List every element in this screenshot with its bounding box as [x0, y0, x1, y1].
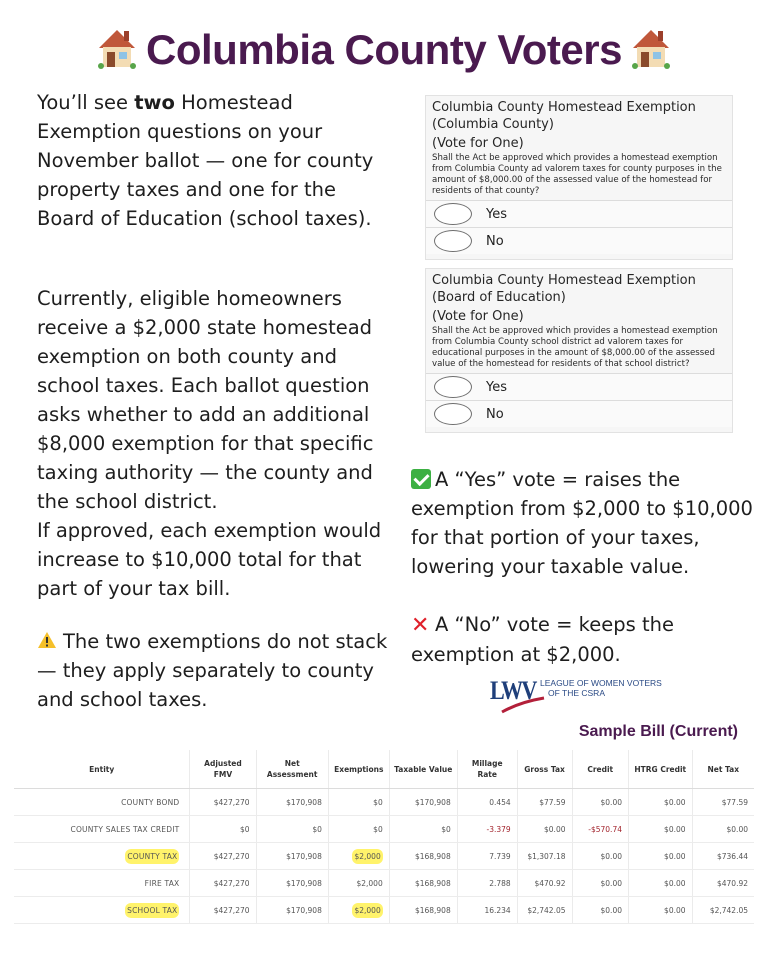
warning-note: [37, 627, 397, 714]
ballot-title: Columbia County Homestead Exemption (Columbia County): [432, 100, 696, 132]
column-header: Gross Tax: [517, 750, 572, 789]
ballot-option-no[interactable]: [426, 400, 732, 427]
column-header: Net Tax: [692, 750, 754, 789]
table-row: [14, 789, 754, 816]
table-cell: $77.59: [692, 789, 754, 816]
intro-bold-text: two: [134, 91, 175, 114]
entity-cell: COUNTY BOND: [14, 789, 190, 816]
page-title: [0, 22, 768, 78]
option-label: Yes: [486, 379, 507, 395]
table-cell: $0.00: [572, 789, 629, 816]
table-cell: $736.44: [692, 843, 754, 870]
table-cell-negative: -3.379: [457, 816, 517, 843]
ballot-option-yes[interactable]: [426, 200, 732, 227]
table-row: [14, 870, 754, 897]
approved-text: If approved, each exemption would increase to $10,000 total for that part of your tax bill.: [37, 519, 382, 600]
table-cell: $77.59: [517, 789, 572, 816]
table-cell: $1,307.18: [517, 843, 572, 870]
column-header: Entity: [14, 750, 190, 789]
entity-cell: [14, 843, 190, 870]
ballot-question-board-of-education: [425, 268, 733, 433]
table-cell: $0.00: [692, 816, 754, 843]
lwv-logo-mark: LWV: [490, 676, 536, 705]
column-header: Credit: [572, 750, 629, 789]
table-cell: $170,908: [256, 789, 328, 816]
warning-icon: [37, 628, 57, 646]
ballot-oval[interactable]: [434, 203, 472, 225]
intro-text: Homestead Exemption questions on your November ballot — one for county property taxes and one for the Board of Education (school taxes).: [37, 91, 374, 230]
table-cell: $2,742.05: [517, 897, 572, 924]
table-cell: $168,908: [389, 843, 457, 870]
table-cell-negative: -$570.74: [572, 816, 629, 843]
ballot-question-text: Shall the Act be approved which provides a homestead exemption from Columbia County ad valorem taxes for county purposes in the amount of $8,000.00 of the assessed value of the homestead for residents of that county?: [432, 153, 722, 196]
ballot-oval[interactable]: [434, 403, 472, 425]
house-icon: [96, 26, 138, 70]
ballot-title: Columbia County Homestead Exemption (Board of Education): [432, 273, 696, 305]
yes-vote-explanation: [411, 465, 761, 581]
current-text: Currently, eligible homeowners receive a $2,000 state homestead exemption on both county and school taxes. Each ballot question asks whether to add an additional $8,000 exemption for that specific taxing authority — the county and the school district.: [37, 287, 374, 513]
table-cell: $470.92: [692, 870, 754, 897]
ballot-oval[interactable]: [434, 230, 472, 252]
column-header: Millage Rate: [457, 750, 517, 789]
entity-cell: [14, 897, 190, 924]
table-row-highlighted: [14, 843, 754, 870]
table-cell: 2.788: [457, 870, 517, 897]
table-cell: $170,908: [256, 897, 328, 924]
yes-vote-text: A “Yes” vote = raises the exemption from $2,000 to $10,000 for that portion of your taxes, lowering your taxable value.: [411, 468, 753, 578]
table-cell: $170,908: [389, 789, 457, 816]
title-text: Columbia County Voters: [146, 26, 622, 73]
table-cell: $0.00: [629, 897, 693, 924]
highlight-mark: $2,000: [352, 849, 382, 864]
table-cell: $427,270: [190, 897, 256, 924]
highlight-mark: $2,000: [352, 903, 382, 918]
vote-for-label: (Vote for One): [432, 136, 524, 151]
table-cell: $2,000: [328, 870, 389, 897]
table-cell: $470.92: [517, 870, 572, 897]
table-cell: $0: [256, 816, 328, 843]
sample-bill-table: [14, 750, 754, 924]
table-cell: 7.739: [457, 843, 517, 870]
table-row-highlighted: [14, 897, 754, 924]
table-cell: [328, 843, 389, 870]
table-cell: $2,742.05: [692, 897, 754, 924]
table-cell: 0.454: [457, 789, 517, 816]
table-cell: $0.00: [572, 897, 629, 924]
table-cell: $168,908: [389, 870, 457, 897]
column-header: Adjusted FMV: [190, 750, 256, 789]
column-header: Exemptions: [328, 750, 389, 789]
table-cell: $168,908: [389, 897, 457, 924]
lwv-logo-line1: LEAGUE OF WOMEN VOTERS: [540, 678, 662, 688]
highlight-mark: COUNTY TAX: [125, 849, 179, 864]
ballot-option-yes[interactable]: [426, 373, 732, 400]
column-header: Taxable Value: [389, 750, 457, 789]
table-cell: $0: [389, 816, 457, 843]
option-label: No: [486, 406, 504, 422]
table-cell: $0.00: [572, 843, 629, 870]
table-cell: $170,908: [256, 870, 328, 897]
option-label: No: [486, 233, 504, 249]
warning-text: The two exemptions do not stack — they apply separately to county and school taxes.: [37, 630, 388, 711]
lwv-logo: [490, 674, 690, 714]
table-cell: $0.00: [517, 816, 572, 843]
check-mark-icon: [411, 469, 431, 489]
table-cell: $427,270: [190, 789, 256, 816]
table-cell: $427,270: [190, 870, 256, 897]
table-cell: $0: [328, 816, 389, 843]
table-cell: $0.00: [629, 789, 693, 816]
ballot-question-text: Shall the Act be approved which provides a homestead exemption from Columbia County school district ad valorem taxes for educational purposes in the amount of $8,000.00 of the assessed value of the homestead for residents of that school district?: [432, 326, 718, 369]
table-cell: $0.00: [629, 870, 693, 897]
no-vote-explanation: [411, 610, 761, 669]
no-vote-text: A “No” vote = keeps the exemption at $2,000.: [411, 613, 674, 666]
column-header: Net Assessment: [256, 750, 328, 789]
table-cell: $0: [190, 816, 256, 843]
sample-bill-title: Sample Bill (Current): [578, 723, 738, 740]
option-label: Yes: [486, 206, 507, 222]
lwv-logo-line2: OF THE CSRA: [548, 688, 605, 698]
table-header-row: [14, 750, 754, 789]
intro-paragraph: [37, 88, 397, 233]
current-paragraph: [37, 284, 397, 603]
table-cell: $0: [328, 789, 389, 816]
table-cell: $170,908: [256, 843, 328, 870]
intro-text: You’ll see: [37, 91, 135, 114]
ballot-question-county: [425, 95, 733, 260]
column-header: HTRG Credit: [629, 750, 693, 789]
table-cell: $427,270: [190, 843, 256, 870]
highlight-mark: SCHOOL TAX: [125, 903, 179, 918]
table-cell: 16.234: [457, 897, 517, 924]
house-icon: [630, 26, 672, 70]
entity-cell: FIRE TAX: [14, 870, 190, 897]
ballot-oval[interactable]: [434, 376, 472, 398]
table-cell: $0.00: [629, 843, 693, 870]
logo-swoosh-icon: [500, 696, 546, 714]
ballot-option-no[interactable]: [426, 227, 732, 254]
cross-mark-icon: ✕: [411, 613, 430, 638]
entity-cell: COUNTY SALES TAX CREDIT: [14, 816, 190, 843]
table-cell: $0.00: [629, 816, 693, 843]
vote-for-label: (Vote for One): [432, 309, 524, 324]
table-cell: [328, 897, 389, 924]
table-row: [14, 816, 754, 843]
table-cell: $0.00: [572, 870, 629, 897]
